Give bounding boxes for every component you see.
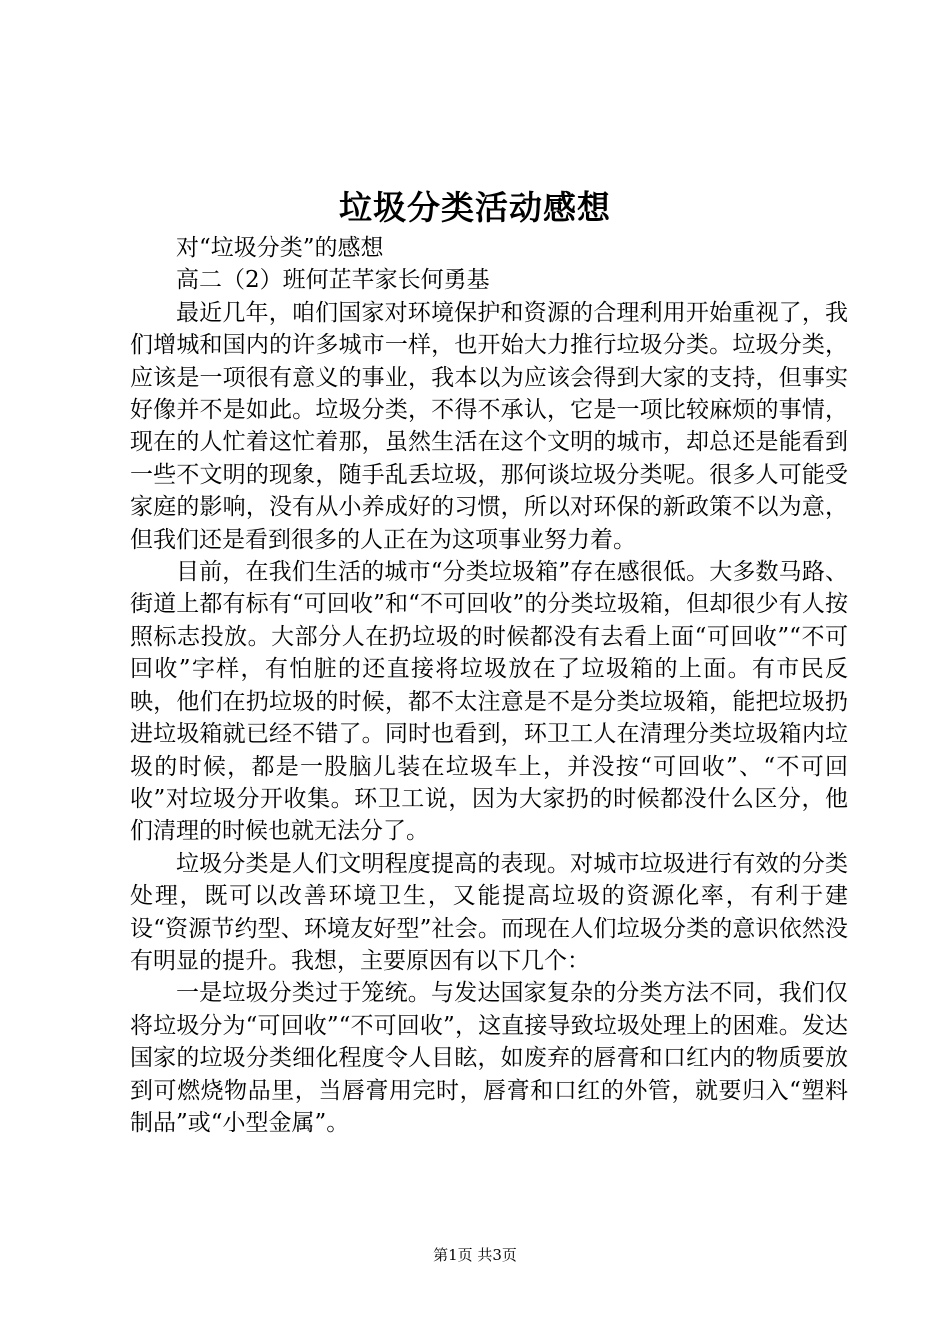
body-paragraph: 目前，在我们生活的城市“分类垃圾箱”存在感很低。大多数马路、街道上都有标有“可回收”和“不可回收”的分类垃圾箱，但却很少有人按照标志投放。大部分人在扔垃圾的时候都没有去看上面“可回收”“不可回收”字样，有怕脏的还直接将垃圾放在了垃圾箱的上面。有市民反映，他们在扔垃圾的时候，都不太注意是不是分类垃圾箱，能把垃圾扔进垃圾箱就已经不错了。同时也看到，环卫工人在清理分类垃圾箱内垃圾的时候，都是一股脑儿装在垃圾车上，并没按“可回收”、“不可回收”对垃圾分开收集。环卫工说，因为大家扔的时候都没什么区分，他们清理的时候也就无法分了。	[130, 559, 848, 845]
document-title: 垃圾分类活动感想	[339, 188, 611, 227]
page-number-footer: 第1页 共3页	[433, 1246, 517, 1264]
document-body	[130, 232, 848, 1139]
subtitle-line: 对“垃圾分类”的感想	[176, 235, 384, 261]
body-paragraph: 垃圾分类是人们文明程度提高的表现。对城市垃圾进行有效的分类处理，既可以改善环境卫生，又能提高垃圾的资源化率，有利于建设“资源节约型、环境友好型”社会。而现在人们垃圾分类的意识依然没有明显的提升。我想，主要原因有以下几个：	[130, 850, 848, 974]
body-paragraph: 一是垃圾分类过于笼统。与发达国家复杂的分类方法不同，我们仅将垃圾分为“可回收”“不可回收”，这直接导致垃圾处理上的困难。发达国家的垃圾分类细化程度令人目眩，如废弃的唇膏和口红内的物质要放到可燃烧物品里，当唇膏用完时，唇膏和口红的外管，就要归入“塑料制品”或“小型金属”。	[130, 980, 848, 1136]
body-paragraph: 最近几年，咱们国家对环境保护和资源的合理利用开始重视了，我们增城和国内的许多城市一样，也开始大力推行垃圾分类。垃圾分类，应该是一项很有意义的事业，我本以为应该会得到大家的支持，但事实好像并不是如此。垃圾分类，不得不承认，它是一项比较麻烦的事情，现在的人忙着这忙着那，虽然生活在这个文明的城市，却总还是能看到一些不文明的现象，随手乱丢垃圾，那何谈垃圾分类呢。很多人可能受家庭的影响，没有从小养成好的习惯，所以对环保的新政策不以为意，但我们还是看到很多的人正在为这项事业努力着。	[130, 299, 848, 553]
author-line: 高二（2）班何芷芊家长何勇基	[176, 267, 490, 294]
